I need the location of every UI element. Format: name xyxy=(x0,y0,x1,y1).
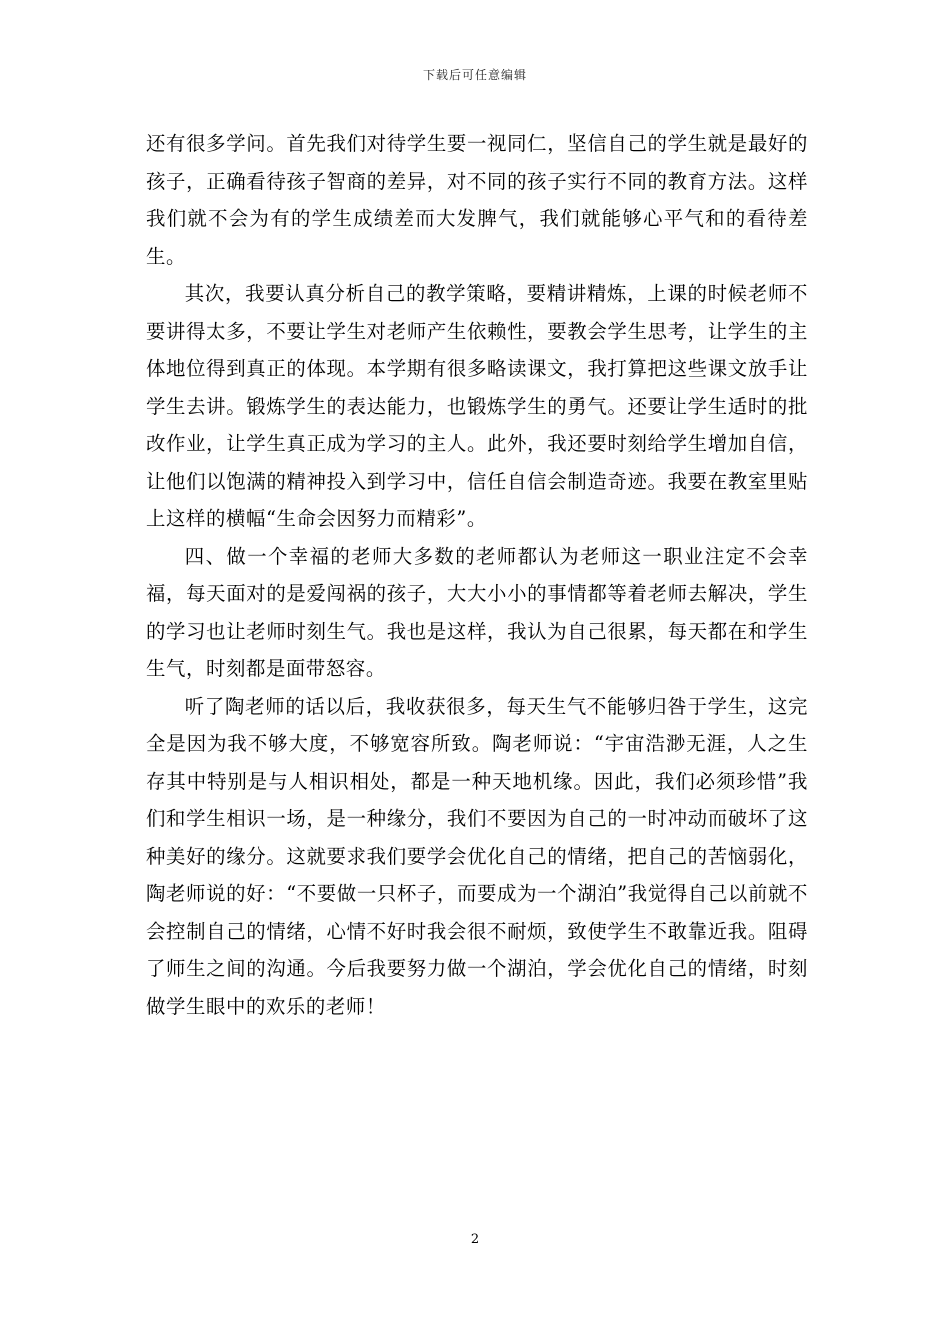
paragraph-teaching-strategy: 其次，我要认真分析自己的教学策略，要精讲精炼，上课的时候老师不要讲得太多，不要让学生对老师产生依赖性，要教会学生思考，让学生的主体地位得到真正的体现。本学期有很多略读课文，我打算把这些课文放手让学生去讲。锻炼学生的表达能力，也锻炼学生的勇气。还要让学生适时的批改作业，让学生真正成为学习的主人。此外，我还要时刻给学生增加自信，让他们以饱满的精神投入到学习中，信任自信会制造奇迹。我要在教室里贴上这样的横幅“生命会因努力而精彩”。 xyxy=(146,282,808,530)
page-number: 2 xyxy=(470,1232,480,1247)
page-header: 下载后可任意编辑 xyxy=(422,68,527,82)
paragraph-happy-teacher: 四、做一个幸福的老师大多数的老师都认为老师这一职业注定不会幸福，每天面对的是爱闯祸的孩子，大大小小的事情都等着老师去解决，学生的学习也让老师时刻生气。我也是这样，我认为自己很累，每天都在和学生生气，时刻都是面带怒容。 xyxy=(146,544,808,680)
paragraph-continuation: 还有很多学问。首先我们对待学生要一视同仁，坚信自己的学生就是最好的孩子，正确看待孩子智商的差异，对不同的孩子实行不同的教育方法。这样我们就不会为有的学生成绩差而大发脾气，我们就能够心平气和的看待差生。 xyxy=(146,132,808,268)
paragraph-teacher-tao: 听了陶老师的话以后，我收获很多，每天生气不能够归咎于学生，这完全是因为我不够大度，不够宽容所致。陶老师说：“宇宙浩渺无涯，人之生存其中特别是与人相识相处，都是一种天地机缘。因此，我们必须珍惜”我们和学生相识一场，是一种缘分，我们不要因为自己的一时冲动而破坏了这种美好的缘分。这就要求我们要学会优化自己的情绪，把自己的苦恼弱化，陶老师说的好：“不要做一只杯子，而要成为一个湖泊”我觉得自己以前就不会控制自己的情绪，心情不好时我会很不耐烦，致使学生不敢靠近我。阻碍了师生之间的沟通。今后我要努力做一个湖泊，学会优化自己的情绪，时刻做学生眼中的欢乐的老师！ xyxy=(146,694,808,1018)
document-body xyxy=(146,125,808,1025)
